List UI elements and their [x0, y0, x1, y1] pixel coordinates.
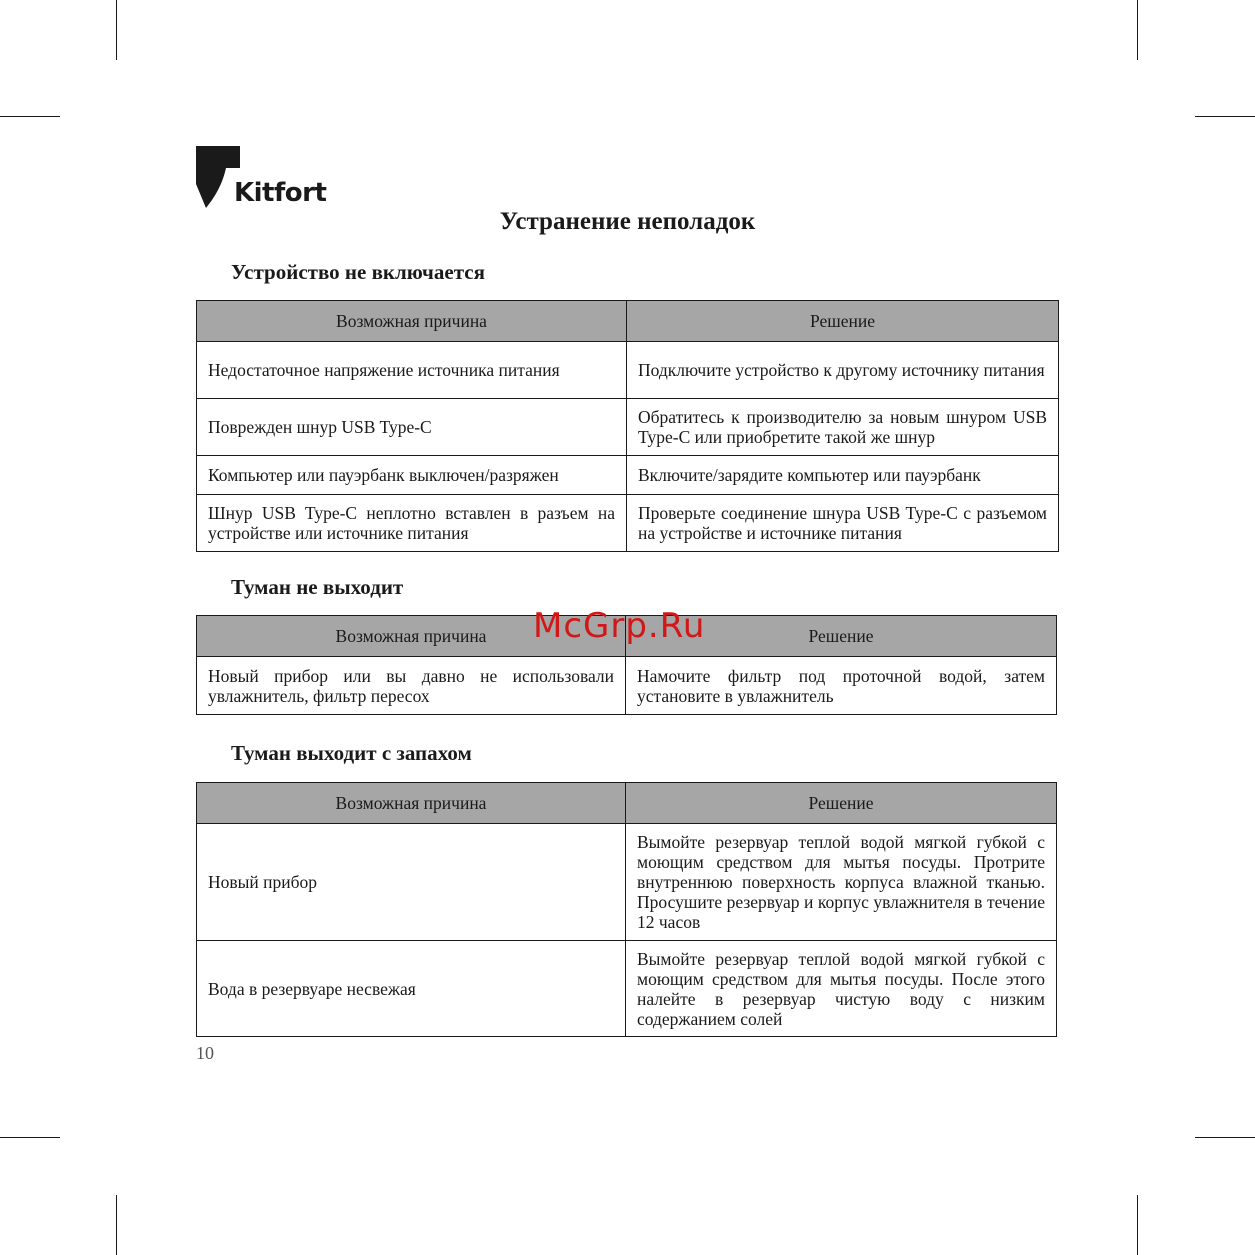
solution-cell: Вымойте резервуар теплой водой мягкой губкой с моющим средством для мытья посуды. После этого налейте в резервуар чистую воду с низким содержанием солей	[626, 941, 1057, 1037]
column-header-solution: Решение	[626, 616, 1057, 657]
table-row	[197, 657, 1057, 715]
cause-cell: Новый прибор	[197, 824, 626, 941]
crop-mark	[1137, 0, 1138, 60]
section-title: Туман выходит с запахом	[231, 741, 472, 765]
troubleshooting-table	[196, 782, 1057, 1037]
table-row	[197, 399, 1059, 456]
crop-mark	[116, 1195, 117, 1255]
column-header-cause: Возможная причина	[197, 783, 626, 824]
cause-cell: Поврежден шнур USB Type-C	[197, 399, 627, 456]
crop-mark	[0, 1137, 60, 1138]
table-row	[197, 456, 1059, 495]
table-row	[197, 941, 1057, 1037]
troubleshooting-table	[196, 300, 1059, 552]
solution-cell: Включите/зарядите компьютер или пауэрбанк	[627, 456, 1059, 495]
cause-cell: Недостаточное напряжение источника питания	[197, 342, 627, 399]
column-header-solution: Решение	[626, 783, 1057, 824]
solution-cell: Проверьте соединение шнура USB Type-C с разъемом на устройстве и источнике питания	[627, 495, 1059, 552]
page-number: 10	[196, 1043, 214, 1063]
section-title: Устройство не включается	[231, 260, 485, 284]
crop-mark	[1195, 1137, 1255, 1138]
cause-cell: Вода в резервуаре несвежая	[197, 941, 626, 1037]
table-row	[197, 824, 1057, 941]
solution-cell: Намочите фильтр под проточной водой, затем установите в увлажнитель	[626, 657, 1057, 715]
table-row	[197, 342, 1059, 399]
column-header-cause: Возможная причина	[197, 301, 627, 342]
crop-mark	[0, 116, 60, 117]
cause-cell: Новый прибор или вы давно не использовали увлажнитель, фильтр пересох	[197, 657, 626, 715]
crop-mark	[1137, 1195, 1138, 1255]
brand-name: Kitfort	[234, 178, 327, 208]
solution-cell: Обратитесь к производителю за новым шнуром USB Type-C или приобретите такой же шнур	[627, 399, 1059, 456]
crop-mark	[116, 0, 117, 60]
cause-cell: Компьютер или пауэрбанк выключен/разряжен	[197, 456, 627, 495]
table-row	[197, 495, 1059, 552]
cause-cell: Шнур USB Type-C неплотно вставлен в разъем на устройстве или источнике питания	[197, 495, 627, 552]
crop-mark	[1195, 116, 1255, 117]
solution-cell: Подключите устройство к другому источнику питания	[627, 342, 1059, 399]
watermark: McGrp.Ru	[533, 606, 706, 646]
page-title: Устранение неполадок	[499, 208, 756, 235]
column-header-cause: Возможная причина	[197, 616, 626, 657]
column-header-solution: Решение	[627, 301, 1059, 342]
solution-cell: Вымойте резервуар теплой водой мягкой губкой с моющим средством для мытья посуды. Протрите внутреннюю поверхность корпуса влажной тканью. Просушите резервуар и корпус увлажнителя в течение 12 часов	[626, 824, 1057, 941]
section-title: Туман не выходит	[231, 575, 404, 599]
